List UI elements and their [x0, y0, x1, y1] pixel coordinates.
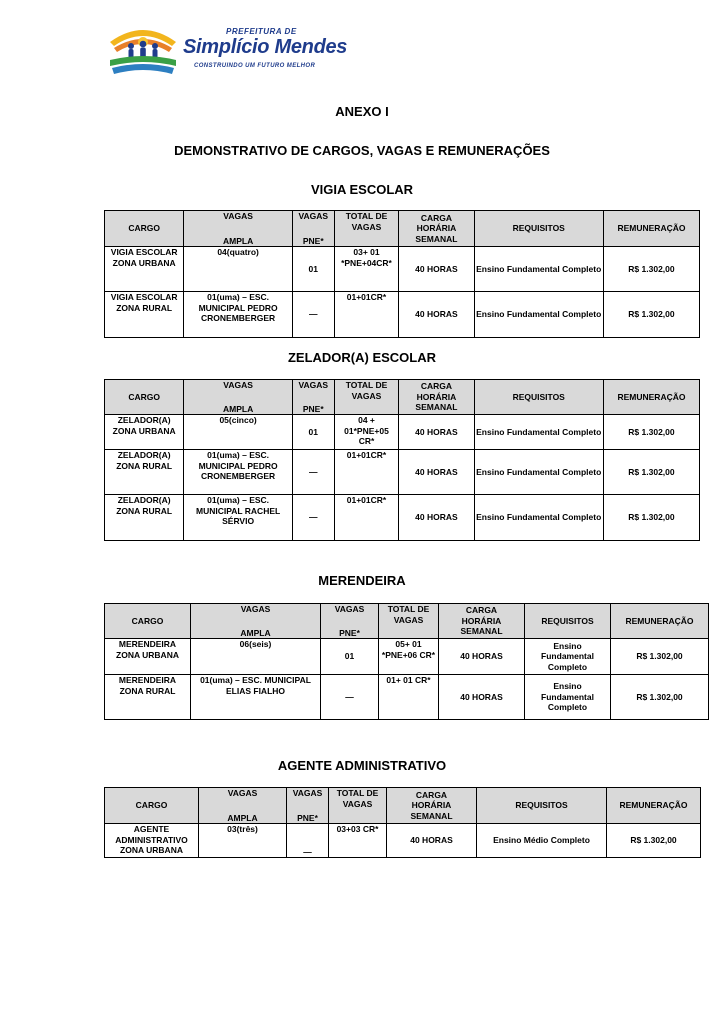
cell-requisitos: Ensino Fundamental Completo: [525, 675, 611, 720]
col-carga-1: CARGA: [415, 789, 448, 800]
cell-total: 01+01CR*: [334, 495, 399, 541]
section-title-merendeira: MERENDEIRA: [318, 573, 406, 588]
document-title: DEMONSTRATIVO DE CARGOS, VAGAS E REMUNERAÇÕES: [174, 143, 550, 158]
col-total-de: TOTAL DE: [345, 211, 388, 221]
logo-slogan: CONSTRUINDO UM FUTURO MELHOR: [194, 63, 316, 69]
cell-remuneracao: R$ 1.302,00: [603, 415, 699, 450]
section-title-vigia: VIGIA ESCOLAR: [310, 182, 414, 197]
cell-requisitos: Ensino Fundamental Completo: [474, 450, 603, 495]
cell-cargo: VIGIA ESCOLAR ZONA URBANA: [105, 247, 184, 292]
cell-ampla: 06(seis): [191, 639, 321, 675]
cell-total: 04 + 01*PNE+05 CR*: [334, 415, 399, 450]
col-vagas: VAGAS: [240, 604, 271, 614]
annex-title: ANEXO I: [335, 104, 389, 119]
table-header-row: [105, 380, 700, 415]
table-row: [105, 292, 700, 338]
cell-carga: 40 HORAS: [439, 639, 525, 675]
col-pne: PNE*: [297, 812, 318, 823]
prefeitura-logo: [106, 22, 348, 78]
col-vagas: VAGAS: [223, 380, 253, 390]
cell-ampla: 01(uma) – ESC. MUNICIPAL PEDRO CRONEMBERGER: [184, 292, 293, 338]
cell-ampla: 04(quatro): [184, 247, 293, 292]
col-total-vagas: VAGAS: [351, 221, 382, 232]
table-row: [105, 639, 709, 675]
col-carga-2: HORÁRIA: [461, 615, 502, 626]
cell-cargo: ZELADOR(A) ZONA URBANA: [105, 415, 184, 450]
cell-total: 01+01CR*: [334, 450, 399, 495]
table-row: [105, 675, 709, 720]
cell-total: 03+03 CR*: [329, 824, 387, 858]
cell-remuneracao: R$ 1.302,00: [603, 247, 699, 292]
col-cargo: CARGO: [105, 604, 191, 639]
cell-ampla: 05(cinco): [184, 415, 293, 450]
col-ampla: AMPLA: [227, 812, 258, 823]
cell-requisitos: Ensino Fundamental Completo: [474, 247, 603, 292]
table-row: [105, 824, 701, 858]
cell-requisitos: Ensino Fundamental Completo: [525, 639, 611, 675]
col-carga-3: SEMANAL: [415, 402, 458, 413]
table-row: [105, 495, 700, 541]
col-cargo: CARGO: [105, 380, 184, 415]
cell-ampla: 01(uma) – ESC. MUNICIPAL ELIAS FIALHO: [191, 675, 321, 720]
section-title-agente: AGENTE ADMINISTRATIVO: [277, 758, 447, 773]
table-header-row: [105, 788, 701, 824]
col-ampla: AMPLA: [222, 403, 254, 414]
table-merendeira: [104, 603, 709, 720]
cell-carga: 40 HORAS: [399, 292, 474, 338]
col-pne: PNE*: [302, 235, 324, 246]
cell-total: 01+ 01 CR*: [379, 675, 439, 720]
table-header-row: [105, 211, 700, 247]
col-cargo: CARGO: [105, 788, 199, 824]
cell-cargo: AGENTE ADMINISTRATIVO ZONA URBANA: [105, 824, 199, 858]
col-vagas: VAGAS: [227, 788, 258, 798]
cell-remuneracao: R$ 1.302,00: [603, 450, 699, 495]
cell-cargo: VIGIA ESCOLAR ZONA RURAL: [105, 292, 184, 338]
col-vagas: VAGAS: [223, 211, 253, 221]
col-carga-2: HORÁRIA: [416, 391, 457, 402]
logo-emblem-icon: [106, 22, 180, 78]
table-zelador: [104, 379, 700, 541]
cell-carga: 40 HORAS: [399, 415, 474, 450]
col-carga-1: CARGA: [420, 212, 452, 223]
cell-ampla: 03(três): [199, 824, 287, 858]
col-vagas-pne: VAGAS: [334, 604, 365, 614]
col-total-de: TOTAL DE: [387, 604, 430, 614]
cell-total: 03+ 01 *PNE+04CR*: [334, 247, 399, 292]
col-ampla: AMPLA: [222, 235, 254, 246]
table-agente: [104, 787, 701, 858]
col-vagas-pne: VAGAS: [292, 788, 323, 798]
table-row: [105, 415, 700, 450]
cell-carga: 40 HORAS: [399, 450, 474, 495]
col-cargo: CARGO: [105, 211, 184, 247]
col-pne: PNE*: [339, 627, 360, 638]
cell-pne: —: [292, 495, 334, 541]
cell-remuneracao: R$ 1.302,00: [603, 292, 699, 338]
col-total-vagas: VAGAS: [342, 798, 373, 809]
cell-remuneracao: R$ 1.302,00: [611, 675, 709, 720]
col-requisitos: REQUISITOS: [474, 380, 603, 415]
col-requisitos: REQUISITOS: [477, 788, 607, 824]
cell-remuneracao: R$ 1.302,00: [611, 639, 709, 675]
cell-carga: 40 HORAS: [387, 824, 477, 858]
col-vagas-pne: VAGAS: [298, 211, 329, 221]
col-total-vagas: VAGAS: [393, 614, 424, 625]
cell-requisitos: Ensino Médio Completo: [477, 824, 607, 858]
cell-pne: —: [292, 450, 334, 495]
cell-pne: —: [292, 292, 334, 338]
logo-city-name: Simplício Mendes: [183, 36, 348, 58]
cell-carga: 40 HORAS: [399, 247, 474, 292]
cell-ampla: 01(uma) – ESC. MUNICIPAL PEDRO CRONEMBERGER: [184, 450, 293, 495]
logo-title-small: PREFEITURA DE: [226, 27, 297, 36]
col-carga-2: HORÁRIA: [411, 800, 452, 811]
col-requisitos: REQUISITOS: [474, 211, 603, 247]
col-remuneracao: REMUNERAÇÃO: [603, 211, 699, 247]
cell-total: 01+01CR*: [334, 292, 399, 338]
cell-remuneracao: R$ 1.302,00: [607, 824, 701, 858]
col-vagas-pne: VAGAS: [298, 380, 329, 390]
col-total-de: TOTAL DE: [336, 788, 379, 798]
cell-total: 05+ 01 *PNE+06 CR*: [379, 639, 439, 675]
col-carga-3: SEMANAL: [410, 810, 453, 821]
col-total-vagas: VAGAS: [351, 390, 382, 401]
col-carga-3: SEMANAL: [415, 233, 458, 244]
cell-carga: 40 HORAS: [439, 675, 525, 720]
col-pne: PNE*: [302, 403, 324, 414]
cell-remuneracao: R$ 1.302,00: [603, 495, 699, 541]
cell-pne: 01: [321, 639, 379, 675]
col-remuneracao: REMUNERAÇÃO: [607, 788, 701, 824]
section-title-zelador: ZELADOR(A) ESCOLAR: [287, 350, 437, 365]
col-requisitos: REQUISITOS: [525, 604, 611, 639]
cell-requisitos: Ensino Fundamental Completo: [474, 292, 603, 338]
cell-carga: 40 HORAS: [399, 495, 474, 541]
cell-pne: 01: [292, 247, 334, 292]
col-carga-3: SEMANAL: [460, 626, 503, 637]
col-remuneracao: REMUNERAÇÃO: [603, 380, 699, 415]
cell-requisitos: Ensino Fundamental Completo: [474, 415, 603, 450]
table-vigia: [104, 210, 700, 338]
cell-cargo: MERENDEIRA ZONA URBANA: [105, 639, 191, 675]
cell-cargo: ZELADOR(A) ZONA RURAL: [105, 495, 184, 541]
col-remuneracao: REMUNERAÇÃO: [611, 604, 709, 639]
cell-cargo: ZELADOR(A) ZONA RURAL: [105, 450, 184, 495]
table-header-row: [105, 604, 709, 639]
col-total-de: TOTAL DE: [345, 380, 388, 390]
col-ampla: AMPLA: [240, 627, 271, 638]
cell-ampla: 01(uma) – ESC. MUNICIPAL RACHEL SÉRVIO: [184, 495, 293, 541]
table-row: [105, 450, 700, 495]
cell-pne: —: [287, 824, 329, 858]
cell-pne: 01: [292, 415, 334, 450]
cell-requisitos: Ensino Fundamental Completo: [474, 495, 603, 541]
cell-pne: —: [321, 675, 379, 720]
col-carga-1: CARGA: [465, 605, 498, 616]
col-carga-2: HORÁRIA: [416, 223, 457, 234]
col-carga-1: CARGA: [420, 381, 452, 392]
cell-cargo: MERENDEIRA ZONA RURAL: [105, 675, 191, 720]
table-row: [105, 247, 700, 292]
